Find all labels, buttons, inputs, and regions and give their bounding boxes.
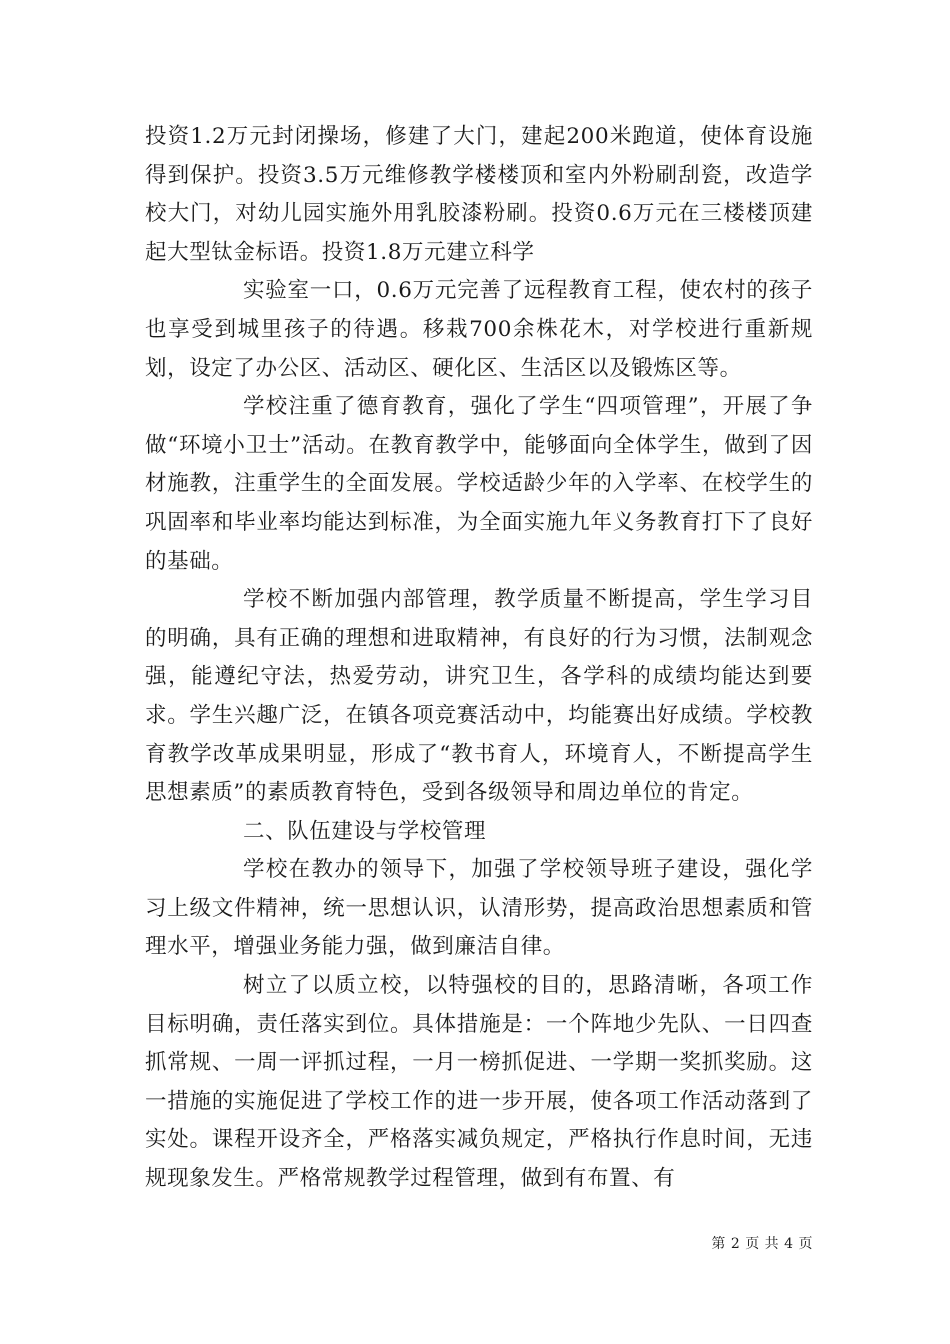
paragraph-leadership: 学校在教办的领导下，加强了学校领导班子建设，强化学习上级文件精神，统一思想认识，认清形势，提高政治思想素质和管理水平，增强业务能力强，做到廉洁自律。 bbox=[145, 857, 813, 960]
section-heading-team-building: 二、队伍建设与学校管理 bbox=[243, 818, 487, 844]
paragraph-internal-management: 学校不断加强内部管理，教学质量不断提高，学生学习目的明确，具有正确的理想和进取精神，有良好的行为习惯，法制观念强，能遵纪守法，热爱劳动，讲究卫生，各学科的成绩均能达到要求。学生兴趣广泛，在镇各项竞赛活动中，均能赛出好成绩。学校教育教学改革成果明显，形成了“教书育人，环境育人，不断提高学生思想素质”的素质教育特色，受到各级领导和周边单位的肯定。 bbox=[145, 587, 813, 806]
page-number-footer: 第 2 页 共 4 页 bbox=[711, 1236, 813, 1252]
paragraph-moral-education: 学校注重了德育教育，强化了学生“四项管理”，开展了争做“环境小卫士”活动。在教育教学中，能够面向全体学生，做到了因材施教，注重学生的全面发展。学校适龄少年的入学率、在校学生的巩固率和毕业率均能达到标准，为全面实施九年义务教育打下了良好的基础。 bbox=[145, 394, 813, 574]
paragraph-measures: 树立了以质立校，以特强校的目的，思路清晰，各项工作目标明确，责任落实到位。具体措施是：一个阵地少先队、一日四查抓常规、一周一评抓过程，一月一榜抓促进、一学期一奖抓奖励。这一措施的实施促进了学校工作的进一步开展，使各项工作活动落到了实处。课程开设齐全，严格落实减负规定，严格执行作息时间，无违规现象发生。严格常规教学过程管理，做到有布置、有 bbox=[145, 973, 813, 1192]
paragraph-investment: 投资1.2万元封闭操场，修建了大门，建起200米跑道，使体育设施得到保护。投资3.5万元维修教学楼楼顶和室内外粉刷刮瓷，改造学校大门，对幼儿园实施外用乳胶漆粉刷。投资0.6万元在三楼楼顶建起大型钛金标语。投资1.8万元建立科学 bbox=[145, 124, 813, 265]
document-page bbox=[145, 118, 813, 1199]
paragraph-lab: 实验室一口，0.6万元完善了远程教育工程，使农村的孩子也享受到城里孩子的待遇。移栽700余株花木，对学校进行重新规划，设定了办公区、活动区、硬化区、生活区以及锻炼区等。 bbox=[145, 278, 813, 381]
